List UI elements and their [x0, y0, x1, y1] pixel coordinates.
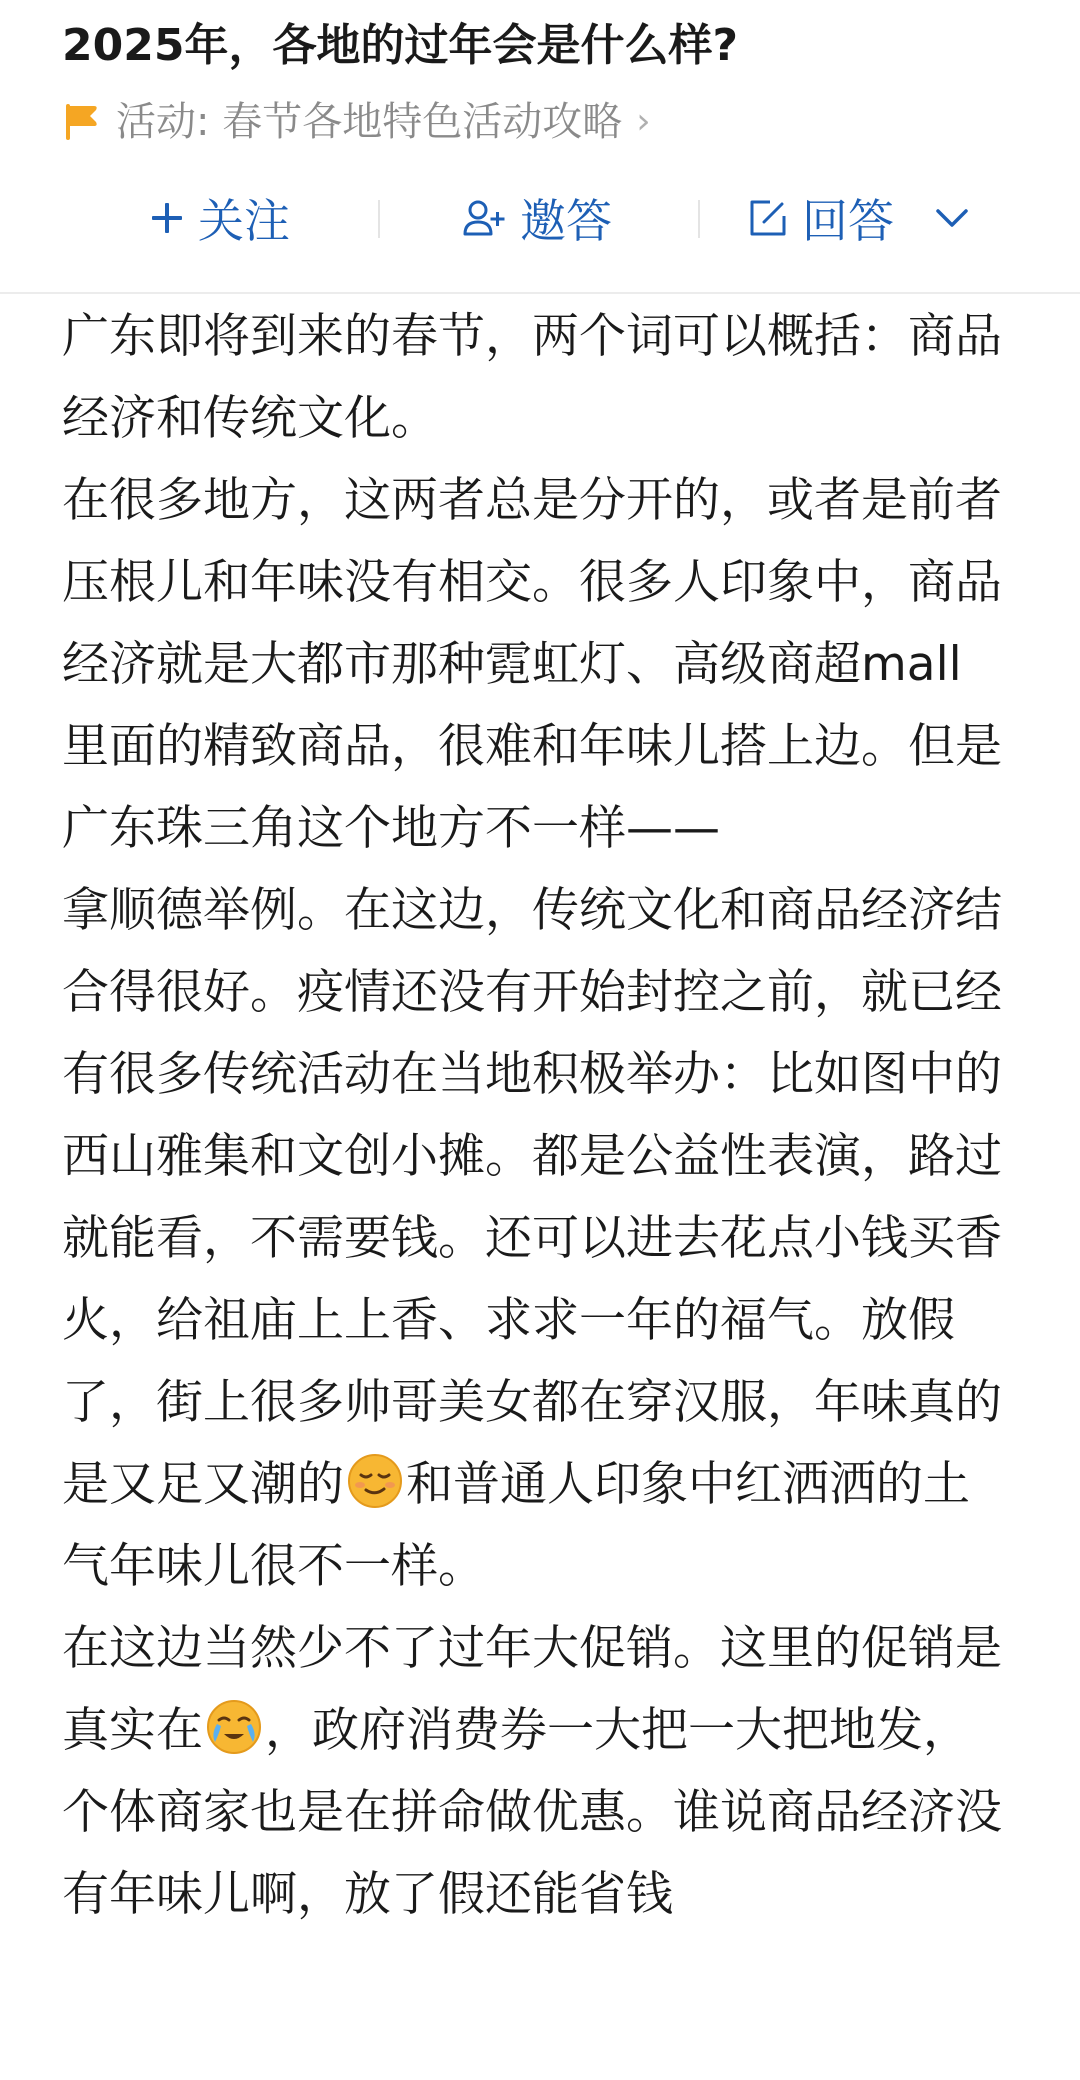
invite-label: 邀答 — [520, 194, 612, 248]
crying-emoji-icon — [205, 1698, 263, 1756]
question-title[interactable]: 2025年，各地的过年会是什么样? — [62, 20, 738, 71]
action-divider — [378, 200, 380, 238]
more-actions-button[interactable] — [934, 176, 984, 260]
action-divider — [698, 200, 700, 238]
smirk-emoji-icon — [346, 1452, 404, 1510]
answer-paragraph: 广东即将到来的春节，两个词可以概括：商品经济和传统文化。 — [62, 309, 1002, 446]
edit-icon — [748, 198, 788, 238]
follow-button[interactable] — [150, 176, 290, 260]
question-header — [0, 0, 1080, 294]
invite-answer-button[interactable] — [462, 176, 612, 260]
answer-content — [62, 296, 1002, 1936]
question-actions — [0, 176, 1080, 260]
paragraph-text: ，政府消费券一大把一大把地发，个体商家也是在拼命做优惠。谁说商品经济没有年味儿啊，放了假还能省钱 — [62, 1703, 1002, 1922]
paragraph-text: 和普通人印象中红洒洒的土气年味儿很不一样。 — [62, 1457, 970, 1594]
paragraph-text: 在这边当然少不了过年大促销。这里的促销是真实在 — [62, 1621, 1002, 1758]
answer-label: 回答 — [802, 194, 894, 248]
chevron-right-icon: › — [636, 101, 651, 142]
activity-link[interactable] — [62, 92, 651, 152]
flag-icon — [62, 100, 102, 144]
answer-paragraph — [62, 870, 1002, 1608]
answer-paragraph — [62, 1608, 1002, 1936]
plus-icon — [150, 201, 184, 235]
follow-label: 关注 — [198, 194, 290, 248]
activity-label: 活动: 春节各地特色活动攻略 — [116, 99, 623, 145]
add-user-icon — [462, 198, 506, 238]
chevron-down-icon — [934, 206, 970, 230]
answer-paragraph: 在很多地方，这两者总是分开的，或者是前者压根儿和年味没有相交。很多人印象中，商品经济就是大都市那种霓虹灯、高级商超mall里面的精致商品，很难和年味儿搭上边。但是广东珠三角这个地方不一样—— — [62, 473, 1002, 856]
paragraph-text: 拿顺德举例。在这边，传统文化和商品经济结合得很好。疫情还没有开始封控之前，就已经有很多传统活动在当地积极举办：比如图中的西山雅集和文创小摊。都是公益性表演，路过就能看，不需要钱。还可以进去花点小钱买香火，给祖庙上上香、求求一年的福气。放假了，街上很多帅哥美女都在穿汉服，年味真的是又足又潮的 — [62, 883, 1002, 1512]
answer-button[interactable] — [748, 176, 894, 260]
